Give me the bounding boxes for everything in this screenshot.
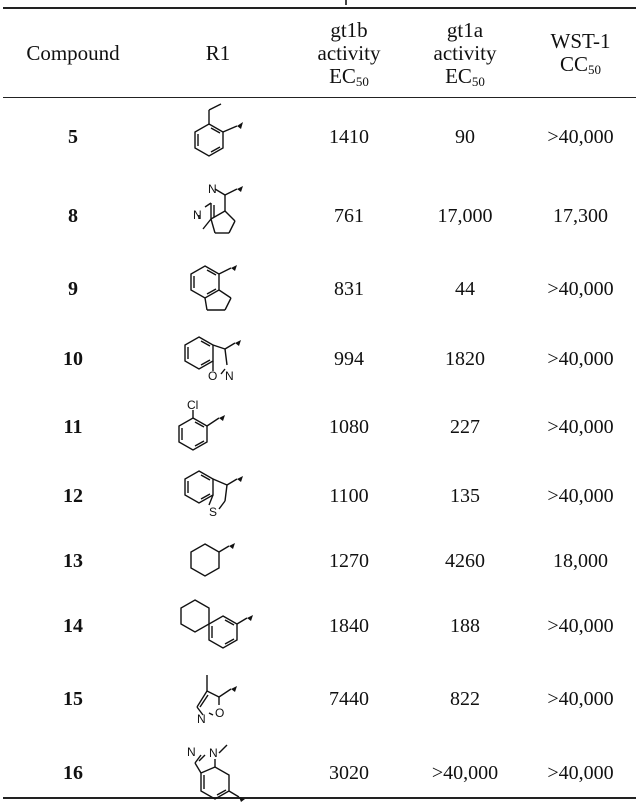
gt1b-value: 3020 <box>329 761 369 784</box>
gt1b-value: 1080 <box>329 415 369 438</box>
compound-id: 13 <box>63 549 83 572</box>
table-row <box>3 459 636 533</box>
gt1b-value: 831 <box>334 277 364 300</box>
structure-cyclohexyl <box>143 533 293 589</box>
gt1a-value: >40,000 <box>431 761 499 784</box>
table-row <box>3 323 636 395</box>
atom-label-n: N <box>193 208 202 222</box>
table-row <box>3 589 636 663</box>
structure-2-chlorophenyl <box>143 395 293 459</box>
atom-label-s: S <box>209 505 218 519</box>
structure-indanyl <box>143 255 293 323</box>
structure-cyclopenta-pyrimidinyl <box>143 177 293 255</box>
table-row <box>3 533 636 589</box>
table-row <box>3 177 636 255</box>
gt1b-value: 994 <box>334 347 364 370</box>
wst-value: >40,000 <box>547 761 614 784</box>
header-gt1b: gt1b activity $EC_{50}$ <box>317 17 381 89</box>
gt1a-value: 227 <box>450 415 480 438</box>
atom-label-n: N <box>187 745 196 759</box>
gt1a-value: 135 <box>450 484 480 507</box>
compound-id: 11 <box>63 415 83 438</box>
compound-id: 15 <box>63 687 83 710</box>
structure-benzisoxazolyl <box>143 323 293 395</box>
compound-id: 9 <box>68 277 78 300</box>
gt1b-value: 761 <box>334 204 364 227</box>
table-row <box>3 735 636 811</box>
gt1a-value: 90 <box>455 125 475 148</box>
structure-2-ethylphenyl <box>143 97 293 177</box>
structure-tetrahydronaphthyl <box>143 589 293 663</box>
gt1b-value: 7440 <box>329 687 369 710</box>
gt1b-value: 1410 <box>329 125 369 148</box>
page-fragment-mark <box>345 0 347 5</box>
compound-id: 14 <box>63 614 83 637</box>
compound-id: 10 <box>63 347 83 370</box>
gt1a-value: 17,000 <box>437 204 493 227</box>
table-row <box>3 97 636 177</box>
gt1a-value: 188 <box>450 614 480 637</box>
compound-id: 8 <box>68 204 78 227</box>
wst-value: >40,000 <box>547 614 614 637</box>
structure-methylisoxazolyl <box>143 663 293 735</box>
table-row <box>3 395 636 459</box>
atom-label-n: N <box>208 182 217 196</box>
wst-value: >40,000 <box>547 277 614 300</box>
gt1a-value: 1820 <box>445 347 485 370</box>
atom-label-o: O <box>208 369 218 383</box>
gt1a-value: 4260 <box>445 549 485 572</box>
atom-label-n: N <box>197 712 206 726</box>
gt1b-value: 1100 <box>329 484 369 507</box>
wst-value: 18,000 <box>553 549 608 572</box>
table-row <box>3 663 636 735</box>
header-compound: Compound <box>26 40 120 65</box>
atom-label-n: N <box>225 369 234 383</box>
structure-n-methylindazolyl <box>143 735 293 811</box>
wst-value: >40,000 <box>547 125 614 148</box>
wst-value: >40,000 <box>547 484 614 507</box>
wst-value: 17,300 <box>553 204 608 227</box>
compound-id: 5 <box>68 125 78 148</box>
structure-benzothiophenyl <box>143 459 293 533</box>
gt1a-value: 822 <box>450 687 480 710</box>
compound-id: 12 <box>63 484 83 507</box>
compound-id: 16 <box>63 761 83 784</box>
activity-table <box>3 9 636 811</box>
gt1a-value: 44 <box>455 277 475 300</box>
atom-label-n: N <box>209 746 218 760</box>
gt1b-value: 1270 <box>329 549 369 572</box>
atom-label-o: O <box>215 706 225 720</box>
header-r1: R1 <box>205 40 231 65</box>
table-header-row <box>3 9 636 97</box>
header-wst1: WST-1 $CC_{50}$ <box>550 29 611 77</box>
gt1b-value: 1840 <box>329 614 369 637</box>
wst-value: >40,000 <box>547 415 614 438</box>
header-gt1a: gt1a activity $EC_{50}$ <box>433 17 497 89</box>
atom-label-cl: Cl <box>187 398 199 412</box>
table-row <box>3 255 636 323</box>
wst-value: >40,000 <box>547 687 614 710</box>
wst-value: >40,000 <box>547 347 614 370</box>
